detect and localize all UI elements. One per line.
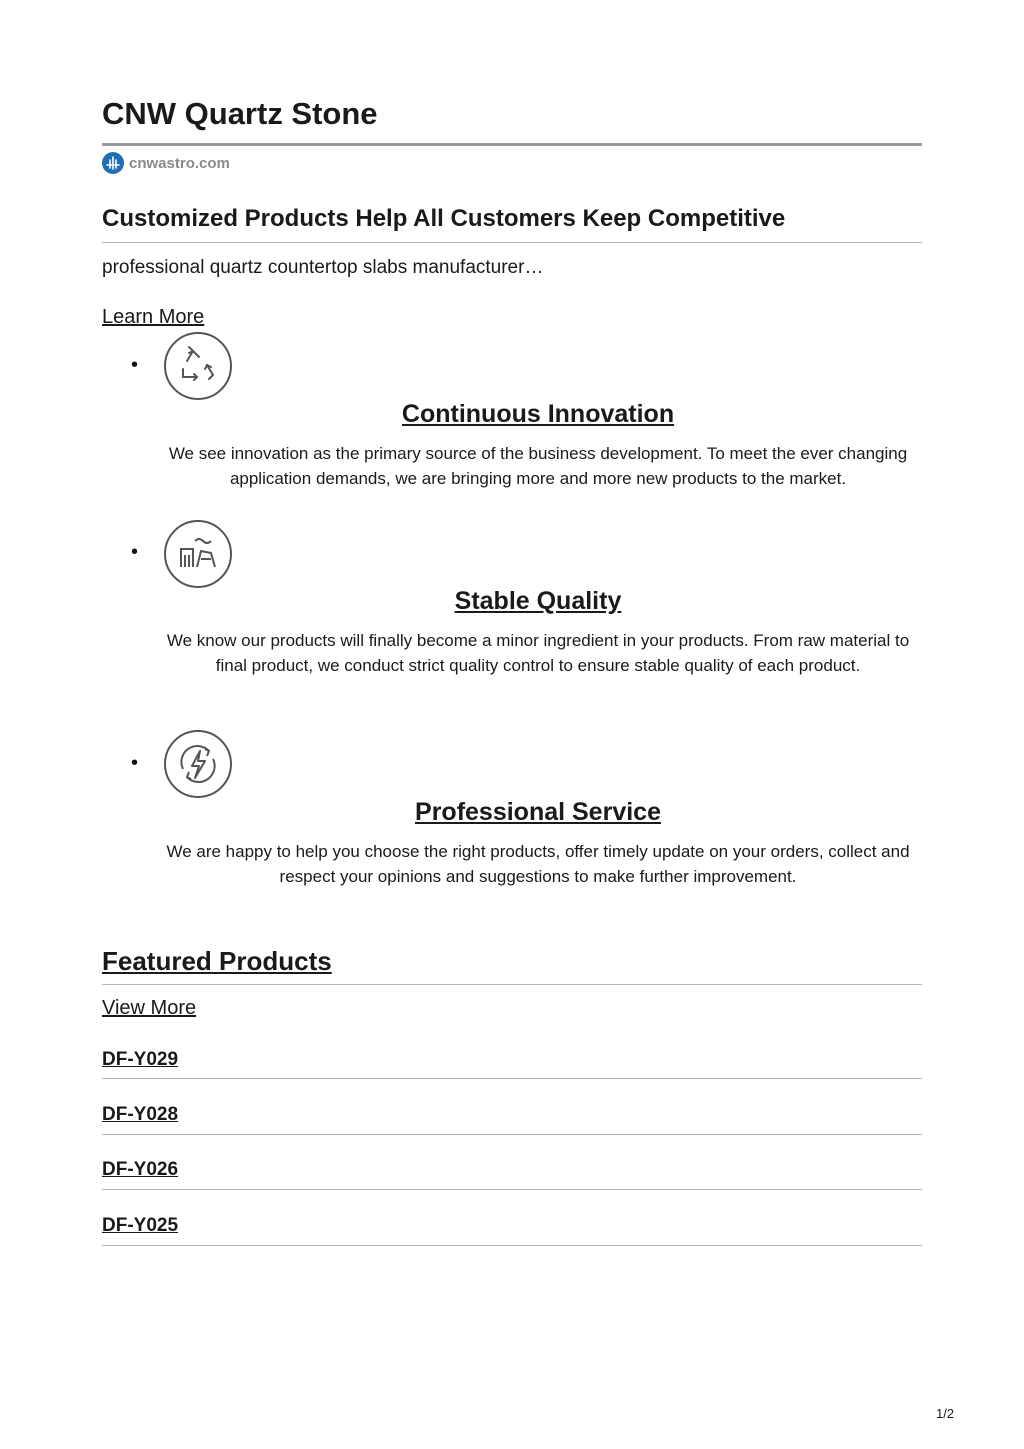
intro-heading: Customized Products Help All Customers Keep Competitive — [102, 205, 786, 232]
list-bullet: • — [131, 541, 139, 563]
list-bullet: • — [131, 752, 139, 774]
page-title: CNW Quartz Stone — [102, 96, 378, 131]
featured-divider — [102, 984, 922, 985]
source-domain: cnwastro.com — [129, 154, 230, 172]
intro-text: professional quartz countertop slabs manufacturer… — [102, 257, 544, 278]
learn-more-link[interactable]: Learn More — [102, 306, 205, 328]
feature-description: We know our products will finally become a minor ingredient in your products. From raw material to final product, we conduct strict quality control to ensure stable quality of each product. — [166, 631, 910, 675]
feature-title[interactable]: Continuous Innovation — [401, 400, 675, 428]
list-bullet: • — [131, 354, 139, 376]
featured-products-heading[interactable]: Featured Products — [102, 946, 332, 976]
product-link[interactable]: DF-Y025 — [102, 1215, 179, 1236]
view-more-link[interactable]: View More — [102, 997, 197, 1019]
product-divider — [102, 1189, 922, 1190]
quality-tools-icon — [163, 519, 233, 589]
title-divider — [102, 143, 922, 146]
feature-title[interactable]: Professional Service — [415, 798, 661, 826]
product-link[interactable]: DF-Y029 — [102, 1049, 179, 1070]
feature-description: We are happy to help you choose the right products, offer timely update on your orders, collect and respect your opinions and suggestions to make further improvement. — [166, 842, 910, 886]
product-divider — [102, 1245, 922, 1246]
feature-title[interactable]: Stable Quality — [454, 587, 622, 615]
feature-description: We see innovation as the primary source of the business development. To meet the ever changing application demands, we are bringing more and more new products to the market. — [168, 444, 908, 488]
product-link[interactable]: DF-Y026 — [102, 1159, 179, 1180]
product-link[interactable]: DF-Y028 — [102, 1104, 179, 1125]
source-attribution[interactable] — [102, 151, 230, 175]
site-logo-icon — [102, 152, 124, 174]
recycle-icon — [163, 331, 233, 401]
product-divider — [102, 1134, 922, 1135]
product-divider — [102, 1078, 922, 1079]
intro-divider — [102, 242, 922, 243]
page-number: 1/2 — [936, 1406, 955, 1421]
lightning-refresh-icon — [163, 729, 233, 799]
